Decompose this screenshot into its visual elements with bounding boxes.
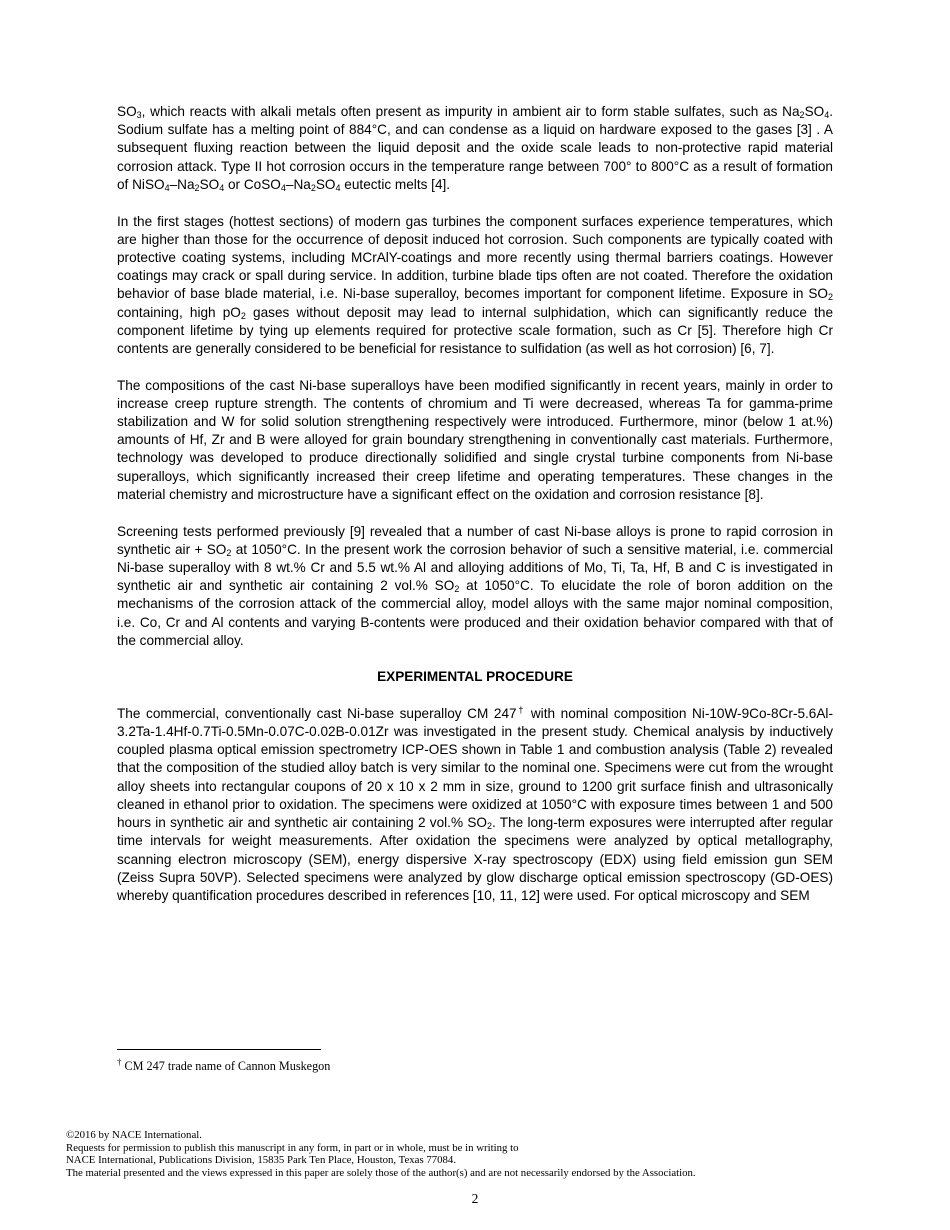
footnote-marker[interactable]: †: [516, 704, 526, 715]
text-run: gases without deposit may lead to internal sulphidation, which can significantly reduce the component lifetime by tying up elements required for protective scale formation, such as Cr [5]. Therefore high Cr contents are generally considered to be beneficial for resistance to sulfidation (as well as hot corrosion) [6, 7].: [117, 304, 834, 356]
footer-line: Requests for permission to publish this manuscript in any form, in part or in whole, must be in writing to: [66, 1141, 519, 1154]
paragraph-3: The compositions of the cast Ni-base superalloys have been modified significantly in recent years, mainly in order to increase creep rupture strength. The contents of chromium and Ti were decreased, whereas Ta for gamma-prime stabilization and W for solid solution strengthening respectively were introduced. Furthermore, minor (below 1 at.%) amounts of Hf, Zr and B were alloyed for grain boundary strengthening in conventionally cast materials. Furthermore, technology was developed to produce directionally solidified and single crystal turbine components from Ni-base superalloys, which significantly increased their creep lifetime and operating temperatures. These changes in the material chemistry and microstructure have a significant effect on the oxidation and corrosion resistance [8].: [117, 377, 833, 502]
footer-line: NACE International, Publications Division, 15835 Park Ten Place, Houston, Texas 77084.: [66, 1154, 457, 1167]
footer-line: The material presented and the views expressed in this paper are solely those of the author(s) and are not necessarily endorsed by the Association.: [66, 1166, 696, 1179]
subscript: 2: [194, 182, 200, 193]
text-run: , which reacts with alkali metals often present as impurity in ambient air to form stable sulfates, such as Na: [141, 104, 800, 119]
text-run: or CoSO: [224, 176, 281, 192]
subscript: 4: [164, 182, 170, 193]
text-run: –Na: [285, 176, 311, 192]
text-run: at 1050°C. In the present work the corrosion behavior of such a sensitive material, i.e. commercial Ni-base superalloy with 8 wt.% Cr and 5.5 wt.% Al and alloying additions of Mo, Ti, Ta, Hf, B and C is investigated in synthetic air and synthetic air containing 2 vol.% SO: [117, 541, 833, 594]
subscript: 4: [219, 182, 225, 193]
subscript: 2: [486, 821, 492, 832]
text-run: SO: [117, 104, 137, 119]
subscript: 2: [226, 547, 232, 558]
subscript: 3: [136, 110, 142, 120]
footnote-text: CM 247 trade name of Cannon Muskegon: [121, 1059, 331, 1073]
footnote-divider: [117, 1049, 321, 1050]
text-run: –Na: [169, 176, 195, 192]
text-run: SO: [199, 176, 220, 192]
subscript: 4: [824, 110, 830, 120]
footer-line: ©2016 by NACE International.: [66, 1129, 202, 1141]
section-heading: EXPERIMENTAL PROCEDURE: [377, 669, 573, 685]
paragraph-1: [117, 103, 833, 194]
subscript: 2: [240, 310, 246, 321]
text-run: . Sodium sulfate has a melting point of 884°C, and can condense as a liquid on hardware exposed to the gases [3] . A subsequent fluxing reaction between the liquid deposit and the oxide scale leads to non-protective rapid material corrosion attack. Type II hot corrosion occurs in the temperature range between 700° to 800°C as a result of formation of NiSO: [117, 104, 833, 192]
text-run: SO: [804, 104, 825, 119]
text-run: Screening tests performed previously [9] revealed that a number of cast Ni-base alloys is prone to rapid corrosion in synthetic air + SO: [117, 523, 833, 557]
subscript: 4: [280, 182, 286, 193]
subscript: 2: [310, 182, 316, 193]
page-number: 2: [471, 1191, 479, 1206]
text-run: The commercial, conventionally cast Ni-base superalloy CM 247: [117, 705, 517, 721]
text-run: In the first stages (hottest sections) of modern gas turbines the component surfaces experience temperatures, which are higher than those for the occurrence of deposit induced hot corrosion. Such components are typically coated with protective coating systems, including MCrAlY-coatings and more recently using thermal barriers coatings. However coatings may crack or spall during service. In addition, turbine blade tips often are not coated. Therefore the oxidation behavior of base blade material, i.e. Ni-base superalloy, becomes important for component lifetime. Exposure in SO: [117, 213, 833, 302]
text-run: . The long-term exposures were interrupted after regular time intervals for weight measurements. After oxidation the specimens were analyzed by optical metallography, scanning electron microscopy (SEM), energy dispersive X-ray spectroscopy (EDX) using field emission gun SEM (Zeiss Supra 50VP). Selected specimens were analyzed by glow discharge optical emission spectroscopy (GD-OES) whereby quantification procedures described in references [10, 11, 12] were used. For optical microscopy and SEM: [117, 815, 833, 903]
subscript: 4: [335, 182, 341, 193]
text-run: at 1050°C. To elucidate the role of boron addition on the mechanisms of the corrosion attack of the commercial alloy, model alloys with the same major nominal composition, i.e. Co, Cr and Al contents and varying B-contents were produced and their oxidation behavior compared with that of the commercial alloy.: [117, 578, 833, 648]
text-run: eutectic melts [4].: [340, 176, 451, 192]
footnote-mark: †: [117, 1057, 122, 1067]
text-run: containing, high pO: [117, 304, 241, 320]
subscript: 2: [454, 584, 460, 595]
text-run: SO: [315, 176, 336, 192]
paragraph-5: [117, 705, 833, 905]
text-run: with nominal composition Ni-10W-9Co-8Cr-5.6Al-3.2Ta-1.4Hf-0.7Ti-0.5Mn-0.07C-0.02B-0.01Zr was investigated in the present study. Chemical analysis by inductively coupled plasma optical emission spectrometry ICP-OES shown in Table 1 and combustion analysis (Table 2) revealed that the composition of the studied alloy batch is very similar to the nominal one. Specimens were cut from the wrought alloy sheets into rectangular coupons of 20 x 10 x 2 mm in size, ground to 1200 grit surface finish and ultrasonically cleaned in ethanol prior to oxidation. The specimens were oxidized at 1050°C with exposure times between 1 and 500 hours in synthetic air and synthetic air containing 2 vol.% SO: [117, 705, 833, 831]
subscript: 2: [827, 292, 833, 303]
body-text: [117, 103, 833, 924]
paragraph-4: [117, 523, 833, 650]
paragraph-2: [117, 213, 833, 359]
subscript: 2: [799, 110, 805, 120]
copyright-footer: [66, 1129, 886, 1179]
footnote: [117, 1059, 330, 1073]
